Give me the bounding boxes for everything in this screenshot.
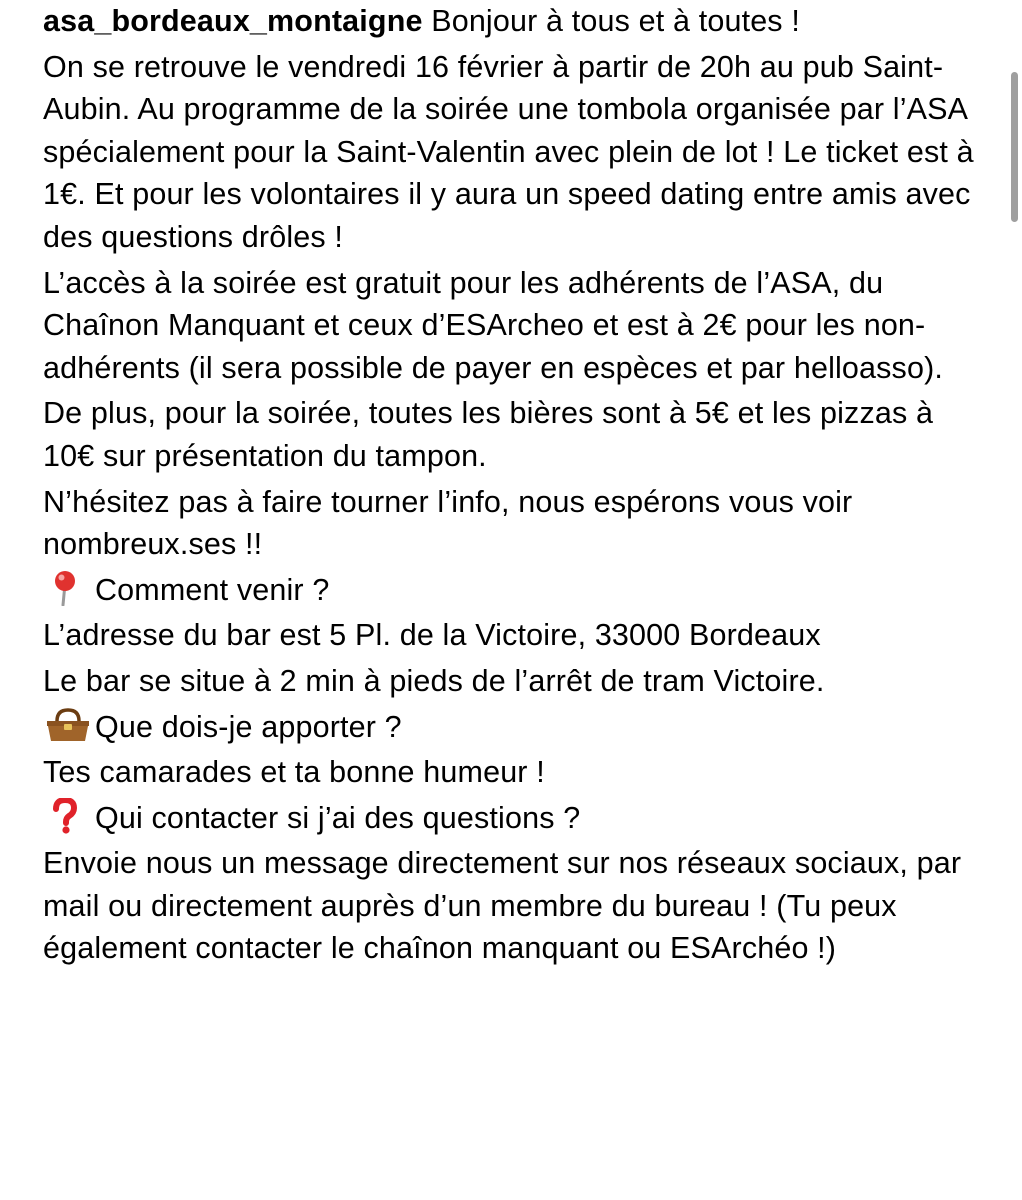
post-username[interactable]: asa_bordeaux_montaigne bbox=[43, 4, 423, 38]
round-pushpin-icon bbox=[43, 570, 87, 604]
section-contact-heading: Qui contacter si j’ai des questions ? bbox=[95, 800, 581, 835]
caption-greeting: Bonjour à tous et à toutes ! bbox=[431, 4, 800, 38]
section-how-heading-line bbox=[43, 569, 988, 612]
caption-intro-paragraph bbox=[43, 0, 988, 43]
section-how-heading: Comment venir ? bbox=[95, 572, 330, 607]
post-caption bbox=[43, 0, 988, 973]
contact-line: Envoie nous un message directement sur nos réseaux sociaux, par mail ou directement auprès d’un membre du bureau ! (Tu peux également contacter le chaînon manquant ou ESArchéo !) bbox=[43, 846, 962, 966]
caption-paragraph-prices: De plus, pour la soirée, toutes les bières sont à 5€ et les pizzas à 10€ sur présentation du tampon. bbox=[43, 396, 934, 473]
vertical-scrollbar[interactable] bbox=[1011, 72, 1018, 222]
caption-paragraph-share: N’hésitez pas à faire tourner l’info, nous espérons vous voir nombreux.ses !! bbox=[43, 484, 853, 562]
bring-line: Tes camarades et ta bonne humeur ! bbox=[43, 755, 545, 790]
tram-line: Le bar se situe à 2 min à pieds de l’arrêt de tram Victoire. bbox=[43, 663, 825, 698]
section-contact-heading-line bbox=[43, 797, 988, 840]
caption-paragraph-access: L’accès à la soirée est gratuit pour les adhérents de l’ASA, du Chaînon Manquant et ceux d’ESArcheo et est à 2€ pour les non-adhérents (il sera possible de payer en espèces et par helloasso). bbox=[43, 265, 943, 385]
caption-paragraph-event: On se retrouve le vendredi 16 février à partir de 20h au pub Saint-Aubin. Au programme de la soirée une tombola organisée par l’ASA spécialement pour la Saint-Valentin avec plein de lot ! Le ticket est à 1€. Et pour les volontaires il y aura un speed dating entre amis avec des questions drôles ! bbox=[43, 49, 974, 254]
section-bring-heading-line bbox=[43, 706, 988, 749]
red-question-mark-icon bbox=[43, 798, 87, 832]
section-bring-heading: Que dois-je apporter ? bbox=[95, 709, 402, 744]
address-line: L’adresse du bar est 5 Pl. de la Victoire, 33000 Bordeaux bbox=[43, 618, 821, 653]
handbag-icon bbox=[43, 707, 93, 741]
